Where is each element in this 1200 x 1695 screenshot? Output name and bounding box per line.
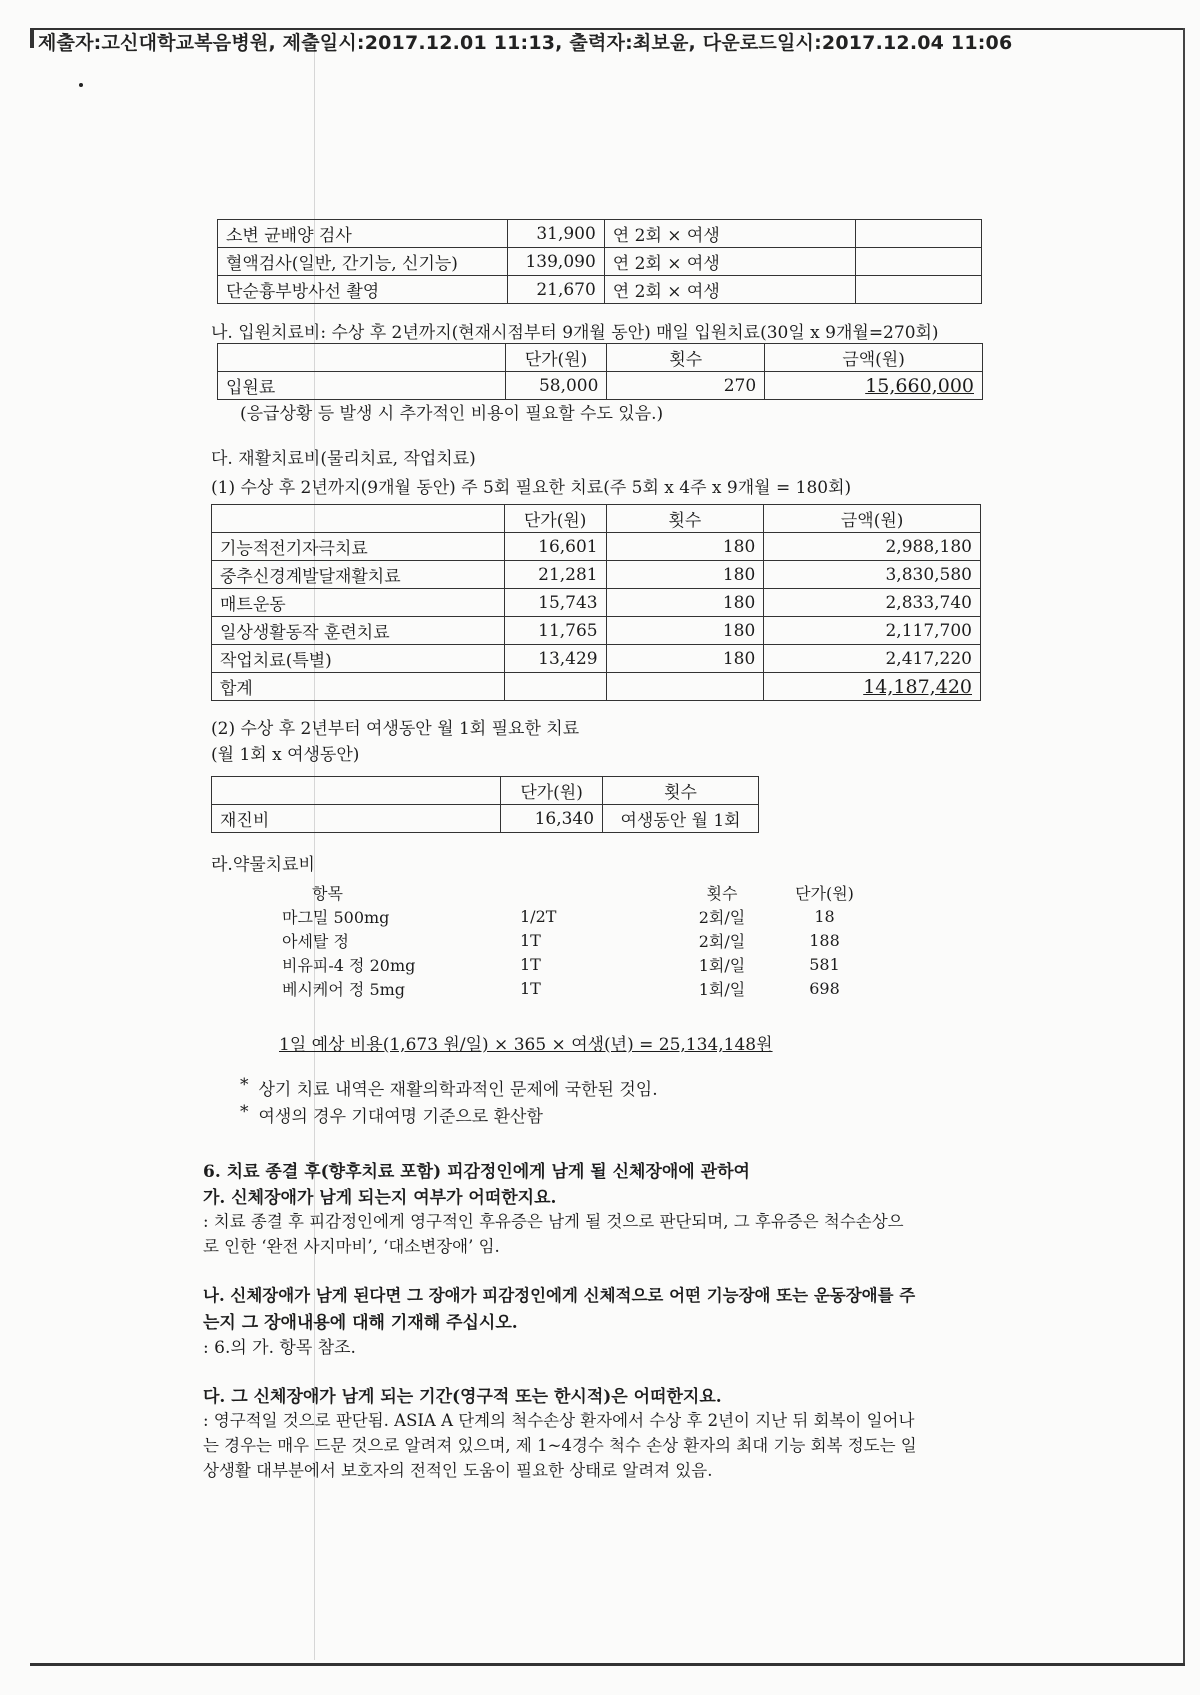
medication-frequency: 1회/일	[698, 979, 746, 999]
medication-dose: 1/2T	[520, 906, 557, 926]
submission-header: 제출자:고신대학교복음병원, 제출일시:2017.12.01 11:13, 출력자:최보윤, 다운로드일시:2017.12.04 11:06	[38, 32, 1013, 54]
test-price: 31,900	[507, 220, 604, 248]
medication-frequency: 2회/일	[698, 907, 746, 927]
section-6-title: 6. 치료 종결 후(향후치료 포함) 피감정인에게 남게 될 신체장애에 관하여	[203, 1162, 750, 1182]
header-cell: 횟수	[603, 777, 759, 805]
section-na-title: 나. 입원치료비: 수상 후 2년까지(현재시점부터 9개월 동안) 매일 입원치료(30일 x 9개월=270회)	[211, 323, 939, 343]
rehab-count: 180	[606, 589, 764, 617]
rehab-amount: 2,117,700	[764, 617, 981, 645]
rehab-count: 180	[606, 561, 764, 589]
medication-name: 마그밀 500mg	[282, 907, 390, 927]
table-row	[218, 248, 982, 276]
medication-name: 베시케어 정 5mg	[282, 979, 406, 999]
inpatient-note: (응급상황 등 발생 시 추가적인 비용이 필요할 수도 있음.)	[240, 404, 664, 424]
test-price: 21,670	[507, 276, 604, 304]
rehab-price: 13,429	[504, 645, 606, 673]
test-name: 단순흉부방사선 촬영	[218, 276, 508, 304]
medication-price: 18	[814, 906, 835, 926]
medication-name: 아세탈 정	[282, 931, 349, 951]
header-cell: 단가(원)	[501, 777, 603, 805]
test-price: 139,090	[507, 248, 604, 276]
table-row	[218, 220, 982, 248]
table-row	[212, 589, 981, 617]
rehab-count: 180	[606, 617, 764, 645]
answer-da-line3: 상생활 대부분에서 보호자의 전적인 도움이 필요한 상태로 알려져 있음.	[203, 1461, 713, 1480]
medication-formula: 1일 예상 비용(1,673 원/일) × 365 × 여생(년) = 25,134,148원	[279, 1035, 773, 1055]
table-row	[212, 533, 981, 561]
test-frequency: 연 2회 × 여생	[604, 248, 856, 276]
header-cell: 횟수	[606, 505, 764, 533]
header-price: 단가(원)	[795, 883, 854, 903]
section-ra-title: 라.약물치료비	[211, 855, 315, 875]
note-1: * 상기 치료 내역은 재활의학과적인 문제에 국한된 것임.	[240, 1075, 658, 1100]
table-row	[212, 645, 981, 673]
test-frequency: 연 2회 × 여생	[604, 276, 856, 304]
rehab-price: 16,601	[504, 533, 606, 561]
medication-frequency: 1회/일	[698, 955, 746, 975]
test-name: 혈액검사(일반, 간기능, 신기능)	[218, 248, 508, 276]
rehab-name: 매트운동	[212, 589, 505, 617]
tests-table	[217, 219, 982, 304]
header-cell-empty	[218, 344, 506, 372]
rehab-price: 21,281	[504, 561, 606, 589]
row-price: 58,000	[505, 372, 607, 400]
test-empty-cell	[856, 248, 982, 276]
list-item	[282, 928, 867, 952]
header-cell: 금액(원)	[764, 505, 981, 533]
answer-da-line1: : 영구적일 것으로 판단됨. ASIA A 단계의 척수손상 환자에서 수상 후 2년이 지난 뒤 회복이 일어나	[203, 1411, 915, 1430]
rehab-count: 180	[606, 533, 764, 561]
row-price: 16,340	[501, 805, 603, 833]
row-name: 재진비	[212, 805, 501, 833]
medication-dose: 1T	[520, 978, 541, 998]
question-na-line1: 나. 신체장애가 남게 된다면 그 장애가 피감정인에게 신체적으로 어떤 기능장애 또는 운동장애를 주	[203, 1286, 916, 1305]
bottom-border	[30, 1663, 1185, 1666]
inpatient-table	[217, 343, 983, 400]
table-row	[212, 561, 981, 589]
note-2: * 여생의 경우 기대여명 기준으로 환산함	[240, 1102, 543, 1127]
row-count: 여생동안 월 1회	[603, 805, 759, 833]
left-border-mark	[30, 28, 34, 48]
rehab-name: 작업치료(특별)	[212, 645, 505, 673]
list-item	[282, 904, 867, 928]
rehab-amount: 3,830,580	[764, 561, 981, 589]
rehab-table	[211, 504, 981, 701]
header-cell: 단가(원)	[505, 344, 607, 372]
right-border	[1183, 28, 1185, 1664]
question-ga: 가. 신체장애가 남게 되는지 여부가 어떠한지요.	[203, 1188, 557, 1208]
header-cell-empty	[212, 505, 505, 533]
answer-ga-line2: 로 인한 ‘완전 사지마비’, ‘대소변장애’ 임.	[203, 1237, 500, 1256]
total-label: 합계	[212, 673, 505, 701]
question-da: 다. 그 신체장애가 남게 되는 기간(영구적 또는 한시적)은 어떠한지요.	[203, 1387, 722, 1407]
list-item	[282, 976, 867, 1000]
header-cell: 횟수	[607, 344, 765, 372]
medication-price: 188	[809, 930, 840, 950]
row-amount: 15,660,000	[765, 372, 983, 400]
rehab-price: 11,765	[504, 617, 606, 645]
table-row	[212, 617, 981, 645]
medication-table	[282, 880, 867, 1000]
revisit-table	[211, 776, 759, 833]
scan-dot	[79, 83, 83, 87]
rehab-name: 중추신경계발달재활치료	[212, 561, 505, 589]
total-amount: 14,187,420	[764, 673, 981, 701]
rehab-name: 일상생활동작 훈련치료	[212, 617, 505, 645]
section-da-sub2-line1: (2) 수상 후 2년부터 여생동안 월 1회 필요한 치료	[211, 719, 580, 739]
answer-na: : 6.의 가. 항목 참조.	[203, 1338, 356, 1358]
medication-price: 698	[809, 978, 840, 998]
test-frequency: 연 2회 × 여생	[604, 220, 856, 248]
table-row	[218, 276, 982, 304]
medication-price: 581	[809, 954, 840, 974]
rehab-amount: 2,417,220	[764, 645, 981, 673]
answer-ga-line1: : 치료 종결 후 피감정인에게 영구적인 후유증은 남게 될 것으로 판단되며, 그 후유증은 척수손상으	[203, 1212, 904, 1231]
rehab-price: 15,743	[504, 589, 606, 617]
header-cell: 단가(원)	[504, 505, 606, 533]
test-empty-cell	[856, 276, 982, 304]
rehab-name: 기능적전기자극치료	[212, 533, 505, 561]
header-freq: 횟수	[706, 883, 738, 903]
rehab-count: 180	[606, 645, 764, 673]
section-da-title: 다. 재활치료비(물리치료, 작업치료)	[211, 449, 476, 469]
header-item: 항목	[312, 883, 343, 903]
row-count: 270	[607, 372, 765, 400]
answer-da-line2: 는 경우는 매우 드문 것으로 알려져 있으며, 제 1~4경수 척수 손상 환자의 최대 기능 회복 정도는 일	[203, 1436, 917, 1455]
header-cell: 금액(원)	[765, 344, 983, 372]
rehab-amount: 2,988,180	[764, 533, 981, 561]
section-da-sub1: (1) 수상 후 2년까지(9개월 동안) 주 5회 필요한 치료(주 5회 x 4주 x 9개월 = 180회)	[211, 478, 852, 498]
question-na-line2: 는지 그 장애내용에 대해 기재해 주십시오.	[203, 1313, 518, 1333]
test-empty-cell	[856, 220, 982, 248]
test-name: 소변 균배양 검사	[218, 220, 508, 248]
medication-name: 비유피-4 정 20mg	[282, 955, 416, 975]
rehab-amount: 2,833,740	[764, 589, 981, 617]
row-name: 입원료	[218, 372, 506, 400]
section-da-sub2-line2: (월 1회 x 여생동안)	[211, 745, 360, 765]
medication-dose: 1T	[520, 930, 541, 950]
list-item	[282, 952, 867, 976]
medication-dose: 1T	[520, 954, 541, 974]
medication-frequency: 2회/일	[698, 931, 746, 951]
